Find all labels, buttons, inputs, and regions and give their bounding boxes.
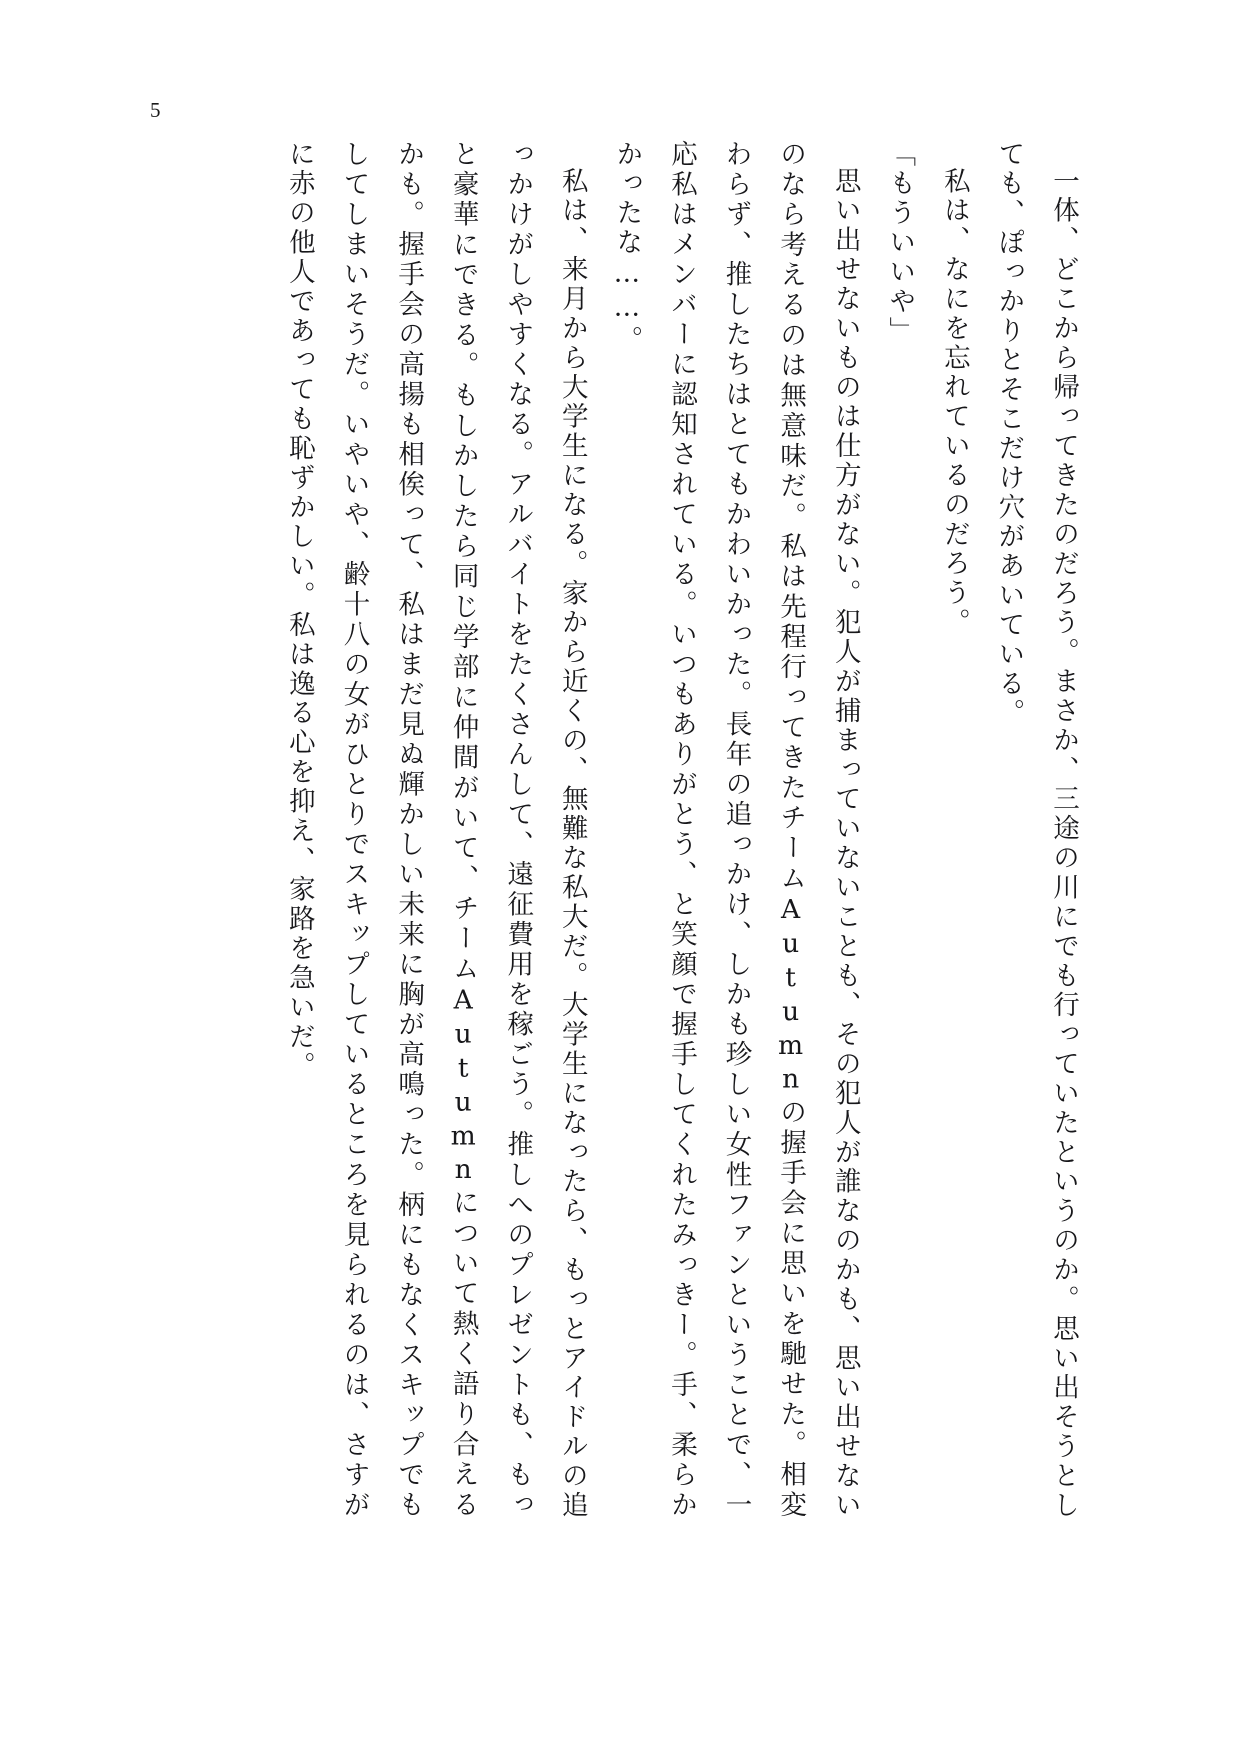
paragraph-4: 思い出せないものは仕方がない。犯人が捕まっていないことも、その犯人が誰なのかも、思い出せないのなら考えるのは無意味だ。私は先程行ってきたチームAutumnの握手会に思いを馳せた。相変わらず、推したちはとてもかわいかった。長年の追っかけ、しかも珍しい女性ファンということで、一応私はメンバーに認知されている。いつもありがとう、と笑顔で握手してくれたみっきー。手、柔らかかったな……。 (611, 140, 861, 1520)
body-text-vertical (190, 140, 1090, 1520)
paragraph-3-dialogue: 「もういいや」 (884, 140, 916, 346)
paragraph-2: 私は、なにを忘れているのだろう。 (938, 166, 970, 638)
paragraph-1: 一体、どこから帰ってきたのだろう。まさか、三途の川にでも行っていたというのか。思い出そうとしても、ぽっかりとそこだけ穴があいている。 (993, 140, 1079, 1520)
paragraph-5: 私は、来月から大学生になる。家から近くの、無難な私大だ。大学生になったら、もっとアイドルの追っかけがしやすくなる。アルバイトをたくさんして、遠征費用を稼ごう。推しへのプレゼントも、もっと豪華にできる。もしかしたら同じ学部に仲間がいて、チームAutumnについて熱く語り合えるかも。握手会の高揚も相俟って、私はまだ見ぬ輝かしい未来に胸が高鳴った。柄にもなくスキップでもしてしまいそうだ。いやいや、齢十八の女がひとりでスキップしているところを見られるのは、さすがに赤の他人であっても恥ずかしい。私は逸る心を抑え、家路を急いだ。 (283, 140, 588, 1520)
page-number: 5 (150, 98, 161, 122)
